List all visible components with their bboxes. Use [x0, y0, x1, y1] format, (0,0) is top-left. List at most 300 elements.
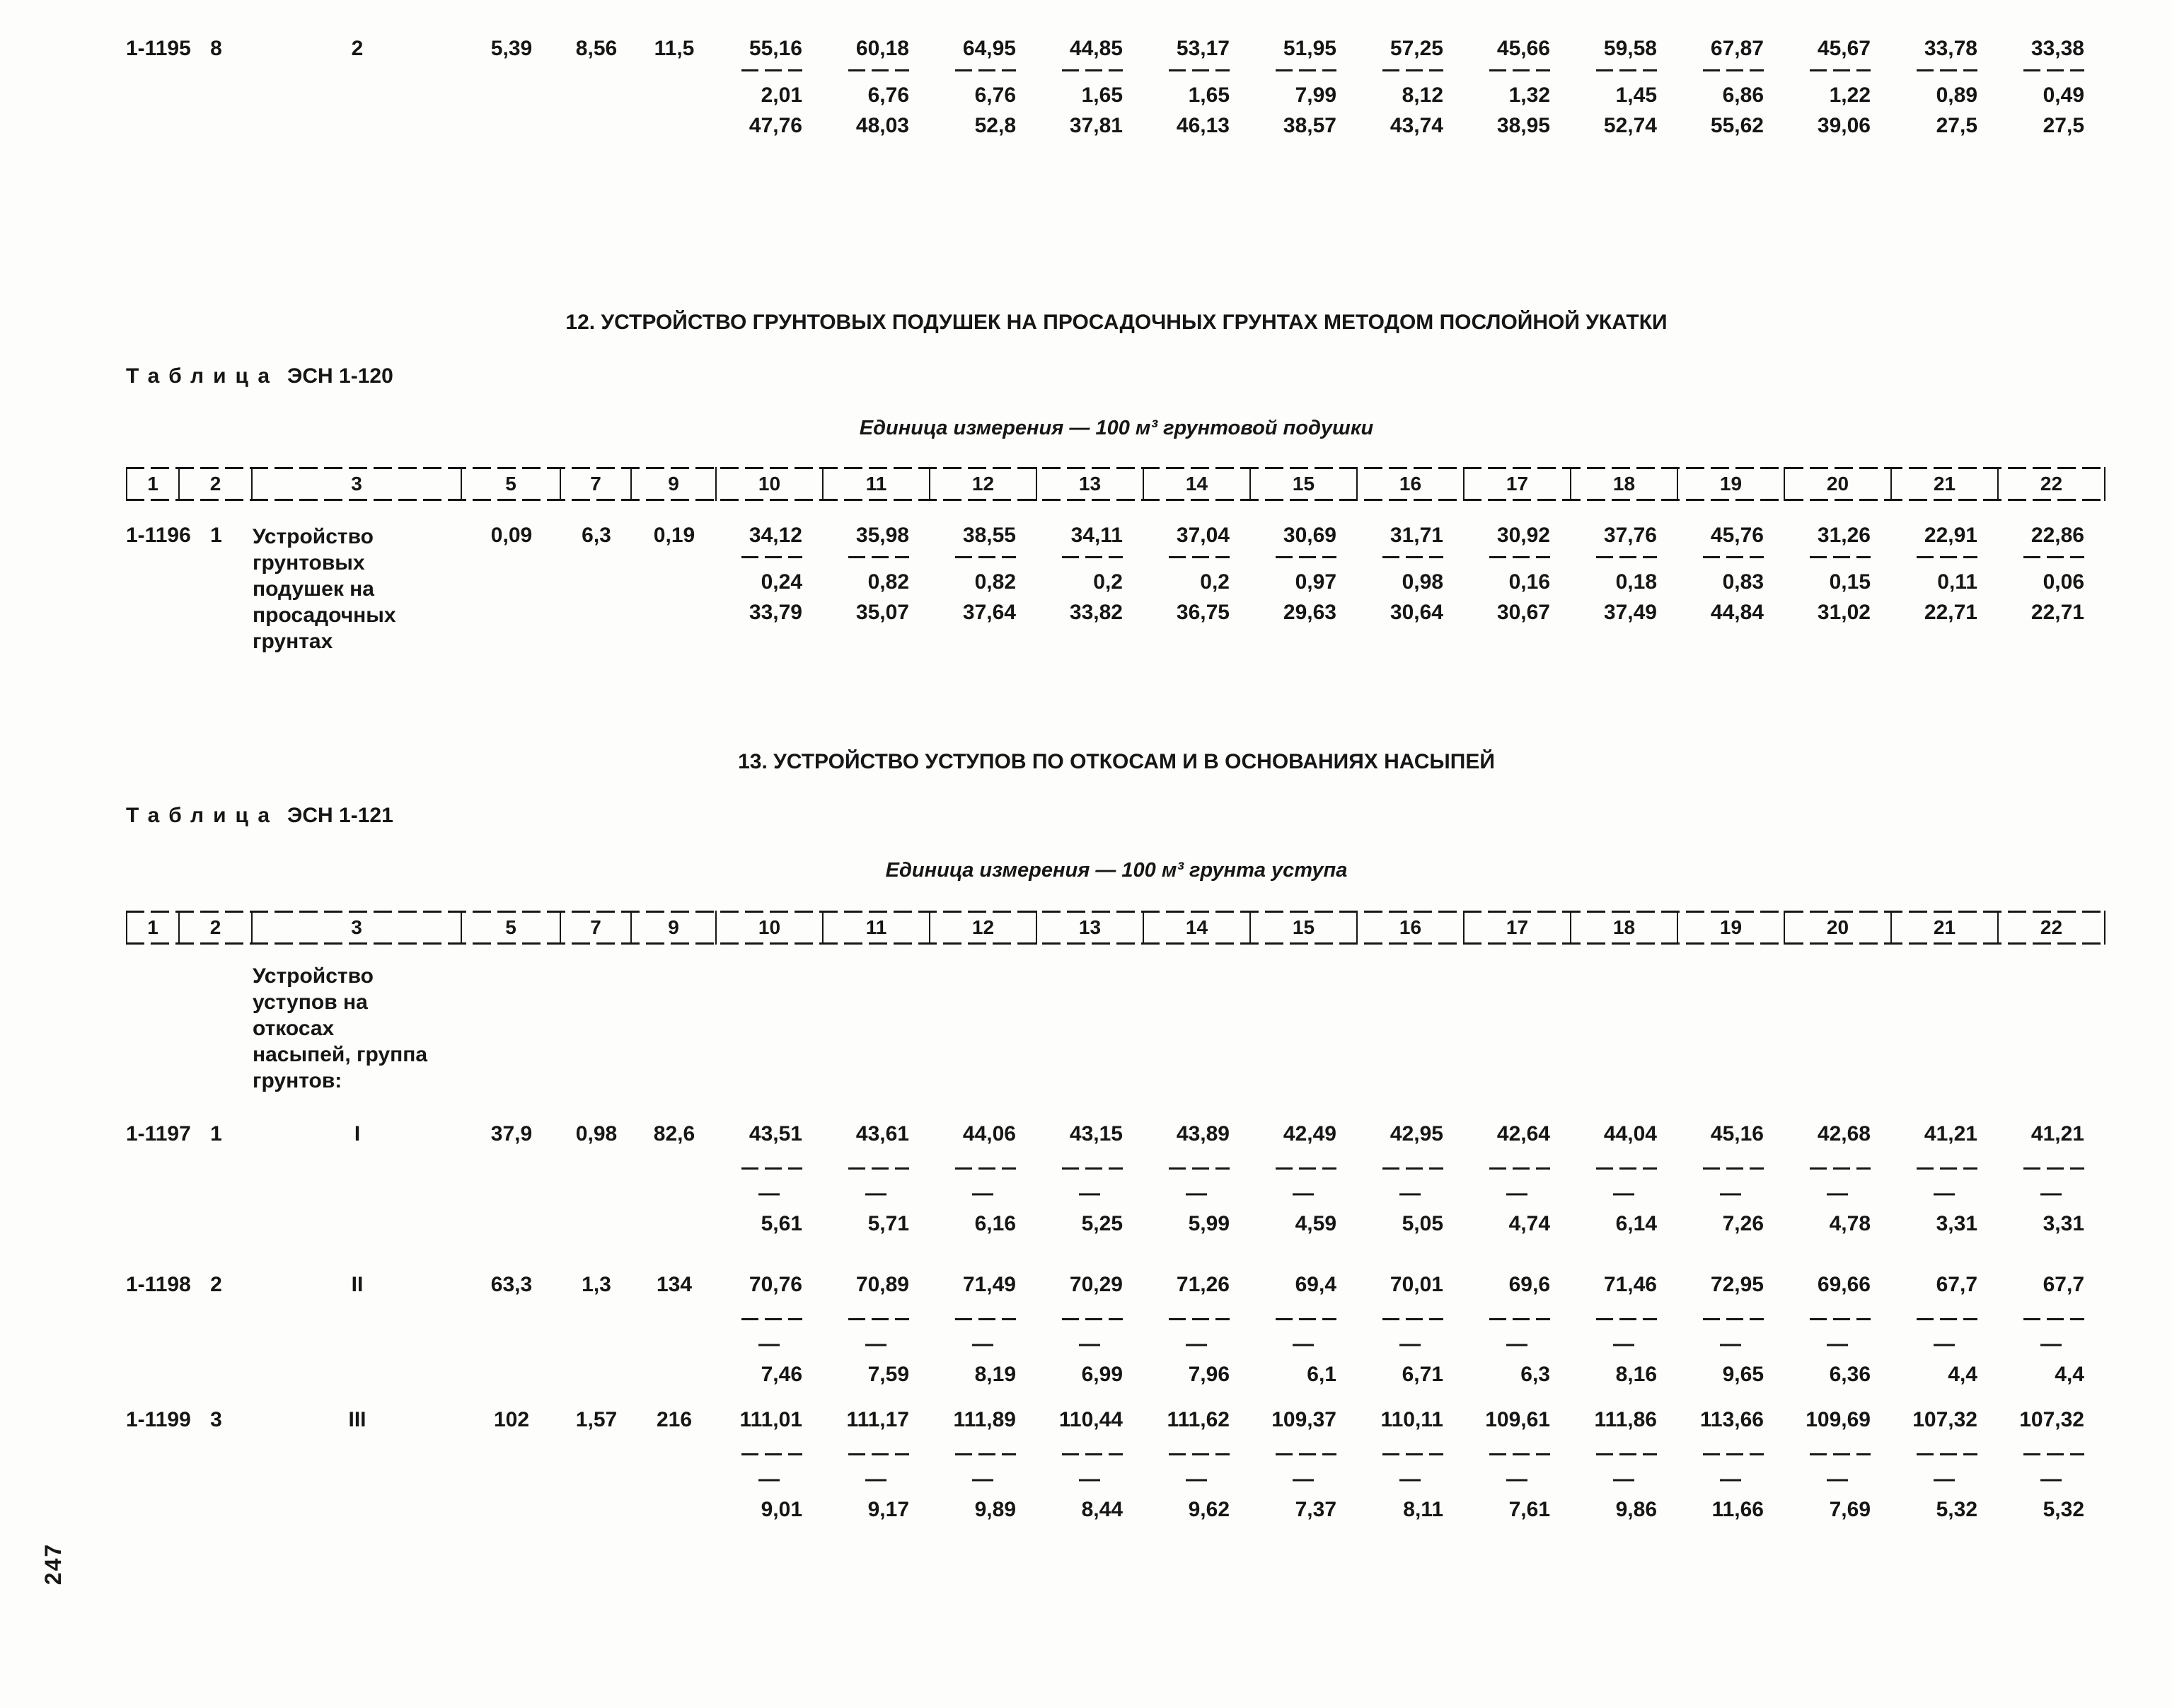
value-mid: — — [1506, 1467, 1527, 1491]
value-mid: — — [1613, 1332, 1634, 1356]
value-mid: — — [1827, 1182, 1848, 1205]
column-header: 10 — [717, 467, 824, 501]
value-fraction — [1785, 1273, 1892, 1391]
value-bottom: 8,19 — [974, 1363, 1016, 1386]
value-fraction — [1251, 37, 1358, 142]
value-mid: — — [1186, 1467, 1207, 1491]
column-header: 19 — [1678, 467, 1785, 501]
value-mid: 0,98 — [1402, 570, 1443, 594]
value-fraction — [1999, 37, 2105, 142]
fraction-line — [1489, 556, 1550, 558]
value-bottom: 9,17 — [867, 1498, 909, 1521]
value-bottom: 4,74 — [1508, 1212, 1550, 1235]
column-header: 12 — [930, 467, 1037, 501]
value-fraction — [1571, 524, 1678, 629]
value-bottom: 44,84 — [1710, 601, 1764, 624]
value-bottom: 9,86 — [1615, 1498, 1657, 1521]
value-mid: 1,22 — [1829, 83, 1871, 107]
fraction-line — [1917, 556, 1977, 558]
fraction-line — [1703, 69, 1764, 71]
fraction-line — [2023, 1167, 2084, 1170]
fraction-line — [2023, 1318, 2084, 1320]
value-top: 109,37 — [1271, 1408, 1336, 1431]
fraction-line — [2023, 1453, 2084, 1455]
value-bottom: 5,25 — [1081, 1212, 1123, 1235]
fraction-line — [1489, 1318, 1550, 1320]
column-header: 1 — [126, 911, 180, 945]
fraction-line — [1917, 1453, 1977, 1455]
value-mid: — — [1399, 1182, 1421, 1205]
value-bottom: 9,65 — [1722, 1363, 1764, 1386]
fraction-line — [1169, 1318, 1230, 1320]
value-top: 31,26 — [1817, 524, 1871, 547]
column-header: 10 — [717, 911, 824, 945]
column-header: 16 — [1358, 911, 1465, 945]
column-header: 17 — [1465, 467, 1571, 501]
table-esn-1-120-body — [0, 524, 2172, 654]
value-mid: — — [1934, 1332, 1955, 1356]
fraction-line — [1917, 1318, 1977, 1320]
fraction-line — [1596, 1453, 1657, 1455]
value-fraction — [1037, 1122, 1144, 1240]
row-code: 1-1195 — [126, 37, 191, 60]
section-13-heading: 13. УСТРОЙСТВО УСТУПОВ ПО ОТКОСАМ И В ОСНОВАНИЯХ НАСЫПЕЙ — [738, 750, 1495, 773]
value-mid: — — [972, 1467, 993, 1491]
value-fraction — [1144, 37, 1251, 142]
value-bottom: 4,4 — [1948, 1363, 1977, 1386]
value-mid: 1,45 — [1615, 83, 1657, 107]
fraction-line — [1382, 1318, 1443, 1320]
fraction-line — [1276, 1318, 1336, 1320]
column-header: 21 — [1892, 911, 1999, 945]
fraction-line — [848, 1167, 909, 1170]
fraction-line — [955, 1318, 1016, 1320]
value-mid: 0,2 — [1093, 570, 1123, 594]
value-top: 70,76 — [749, 1273, 802, 1296]
value-bottom: 6,3 — [1520, 1363, 1550, 1386]
value-top: 59,58 — [1603, 37, 1657, 60]
table-label-id: ЭСН 1-120 — [287, 364, 393, 388]
fraction-line — [955, 1453, 1016, 1455]
column-header: 11 — [824, 467, 930, 501]
value-fraction — [1999, 524, 2105, 629]
value-bottom: 6,1 — [1307, 1363, 1336, 1386]
value-mid: 0,24 — [761, 570, 802, 594]
value-mid: 1,65 — [1188, 83, 1230, 107]
fraction-line — [741, 1167, 802, 1170]
row-item-number: 2 — [210, 1273, 222, 1296]
value-top: 44,85 — [1069, 37, 1123, 60]
value-fraction — [1251, 1122, 1358, 1240]
value-fraction — [1037, 1273, 1144, 1391]
value-bottom: 27,5 — [1936, 114, 1977, 137]
value-top: 53,17 — [1176, 37, 1230, 60]
value-fraction — [1678, 1408, 1785, 1526]
value-top: 110,44 — [1058, 1408, 1123, 1431]
row-description: I — [354, 1122, 361, 1146]
value-top: 43,15 — [1069, 1122, 1123, 1146]
column-header: 22 — [1999, 467, 2105, 501]
row-code: 1-1198 — [126, 1273, 191, 1296]
value-fraction — [1892, 1122, 1999, 1240]
value-top: 45,67 — [1817, 37, 1871, 60]
fraction-line — [955, 556, 1016, 558]
value-mid: 0,15 — [1829, 570, 1871, 594]
value-fraction — [1037, 1408, 1144, 1526]
value-bottom: 9,01 — [761, 1498, 802, 1521]
row-code: 1-1199 — [126, 1408, 191, 1431]
value-mid: 0,11 — [1937, 570, 1977, 594]
fraction-line — [2023, 69, 2084, 71]
column-header: 1 — [126, 467, 180, 501]
value-top: 109,61 — [1485, 1408, 1550, 1431]
table-label-word: Таблица — [126, 804, 279, 827]
row-item-number: 1 — [210, 1122, 222, 1146]
value-fraction — [1465, 1408, 1571, 1526]
value-top: 34,12 — [749, 524, 802, 547]
value-top: 64,95 — [962, 37, 1016, 60]
value-top: 109,69 — [1806, 1408, 1871, 1431]
value-top: 44,04 — [1603, 1122, 1657, 1146]
row-col5: 63,3 — [490, 1273, 533, 1296]
value-top: 111,17 — [846, 1408, 909, 1431]
value-mid: 8,12 — [1402, 83, 1443, 107]
fraction-line — [1382, 1167, 1443, 1170]
value-fraction — [1358, 1273, 1465, 1391]
value-top: 43,89 — [1176, 1122, 1230, 1146]
value-top: 69,4 — [1295, 1273, 1336, 1296]
row-col7: 1,3 — [582, 1273, 611, 1296]
value-fraction — [930, 37, 1037, 142]
value-bottom: 4,4 — [2055, 1363, 2084, 1386]
value-top: 22,86 — [2031, 524, 2084, 547]
page-number: 247 — [40, 1542, 67, 1586]
value-top: 45,66 — [1496, 37, 1550, 60]
value-bottom: 8,11 — [1403, 1498, 1443, 1521]
row-col7: 8,56 — [575, 37, 618, 60]
value-mid: — — [1399, 1467, 1421, 1491]
value-fraction — [1999, 1122, 2105, 1240]
fraction-line — [1169, 1453, 1230, 1455]
value-mid: — — [1293, 1332, 1314, 1356]
value-bottom: 4,78 — [1829, 1212, 1871, 1235]
value-fraction — [1144, 524, 1251, 629]
table-esn-1-121-label — [126, 804, 2172, 828]
row-col9: 11,5 — [654, 37, 695, 60]
value-bottom: 7,69 — [1829, 1498, 1871, 1521]
column-header: 7 — [561, 911, 632, 945]
fraction-line — [1382, 1453, 1443, 1455]
value-bottom: 5,32 — [1936, 1498, 1977, 1521]
value-bottom: 8,44 — [1081, 1498, 1123, 1521]
value-bottom: 5,61 — [761, 1212, 802, 1235]
value-top: 37,04 — [1176, 524, 1230, 547]
value-top: 43,51 — [749, 1122, 802, 1146]
value-mid: 0,16 — [1508, 570, 1550, 594]
value-mid: — — [1613, 1182, 1634, 1205]
fraction-line — [848, 1318, 909, 1320]
value-bottom: 30,67 — [1496, 601, 1550, 624]
value-fraction — [824, 37, 930, 142]
value-fraction — [1571, 1408, 1678, 1526]
fraction-line — [1062, 1318, 1123, 1320]
value-mid: 0,82 — [974, 570, 1016, 594]
value-top: 42,49 — [1283, 1122, 1336, 1146]
value-bottom: 38,57 — [1283, 114, 1336, 137]
column-header: 2 — [180, 467, 253, 501]
row-item-number: 3 — [210, 1408, 222, 1431]
value-top: 67,7 — [2043, 1273, 2084, 1296]
value-mid: 7,99 — [1295, 83, 1336, 107]
value-bottom: 37,64 — [962, 601, 1016, 624]
value-fraction — [1785, 524, 1892, 629]
value-bottom: 3,31 — [2043, 1212, 2084, 1235]
column-header: 15 — [1251, 911, 1358, 945]
value-mid: 0,89 — [1936, 83, 1977, 107]
value-bottom: 6,99 — [1081, 1363, 1123, 1386]
value-fraction — [1571, 37, 1678, 142]
value-top: 71,46 — [1603, 1273, 1657, 1296]
table-row — [126, 524, 2107, 654]
fraction-line — [1596, 556, 1657, 558]
column-header: 22 — [1999, 911, 2105, 945]
fraction-line — [1169, 1167, 1230, 1170]
value-bottom: 38,95 — [1496, 114, 1550, 137]
row-col9: 134 — [656, 1273, 693, 1296]
value-top: 42,64 — [1496, 1122, 1550, 1146]
value-top: 67,87 — [1710, 37, 1764, 60]
value-mid: 0,49 — [2043, 83, 2084, 107]
column-header: 21 — [1892, 467, 1999, 501]
value-top: 37,76 — [1603, 524, 1657, 547]
fraction-line — [955, 1167, 1016, 1170]
row-col5: 37,9 — [490, 1122, 533, 1146]
row-col5: 5,39 — [490, 37, 533, 60]
fraction-line — [1169, 556, 1230, 558]
fraction-line — [1489, 1453, 1550, 1455]
value-mid: 0,18 — [1615, 570, 1657, 594]
value-mid: — — [1079, 1332, 1100, 1356]
row-col7: 1,57 — [575, 1408, 618, 1431]
value-top: 70,01 — [1390, 1273, 1443, 1296]
value-mid: 6,76 — [867, 83, 909, 107]
value-bottom: 6,71 — [1402, 1363, 1443, 1386]
value-top: 69,66 — [1817, 1273, 1871, 1296]
value-top: 41,21 — [1924, 1122, 1977, 1146]
value-top: 31,71 — [1390, 524, 1443, 547]
unit-of-measure-line-2: Единица измерения — 100 м³ грунта уступа — [885, 859, 1348, 882]
row-col9: 216 — [656, 1408, 693, 1431]
value-mid: — — [1293, 1182, 1314, 1205]
value-bottom: 6,36 — [1829, 1363, 1871, 1386]
fraction-line — [1382, 69, 1443, 71]
value-top: 33,38 — [2031, 37, 2084, 60]
value-fraction — [930, 1273, 1037, 1391]
value-fraction — [1785, 1408, 1892, 1526]
value-bottom: 46,13 — [1176, 114, 1230, 137]
value-bottom: 7,59 — [867, 1363, 909, 1386]
table-label-word: Таблица — [126, 364, 279, 388]
fraction-line — [955, 69, 1016, 71]
fraction-line — [1062, 1167, 1123, 1170]
row-item-number: 8 — [210, 37, 222, 60]
fraction-line — [848, 1453, 909, 1455]
value-fraction — [1678, 524, 1785, 629]
value-top: 70,29 — [1069, 1273, 1123, 1296]
column-header: 7 — [561, 467, 632, 501]
value-mid: — — [1613, 1467, 1634, 1491]
row-item-number: 1 — [210, 524, 222, 547]
table-esn-1-121-body — [0, 1122, 2172, 1526]
value-bottom: 5,99 — [1188, 1212, 1230, 1235]
value-mid: — — [1186, 1182, 1207, 1205]
row-col5: 102 — [493, 1408, 530, 1431]
value-bottom: 52,74 — [1603, 114, 1657, 137]
value-fraction — [1358, 524, 1465, 629]
value-mid: — — [1720, 1332, 1741, 1356]
value-bottom: 11,66 — [1711, 1498, 1764, 1521]
value-bottom: 9,62 — [1188, 1498, 1230, 1521]
value-mid: — — [1506, 1332, 1527, 1356]
value-fraction — [1465, 1122, 1571, 1240]
value-top: 69,6 — [1508, 1273, 1550, 1296]
value-top: 111,86 — [1594, 1408, 1657, 1431]
fraction-line — [1810, 1453, 1871, 1455]
fraction-line — [1276, 1453, 1336, 1455]
value-mid: — — [865, 1467, 886, 1491]
column-header: 18 — [1571, 467, 1678, 501]
value-top: 111,62 — [1167, 1408, 1230, 1431]
value-fraction — [824, 1408, 930, 1526]
value-top: 42,95 — [1390, 1122, 1443, 1146]
value-bottom: 7,26 — [1722, 1212, 1764, 1235]
column-header: 13 — [1037, 467, 1144, 501]
fraction-line — [1596, 1167, 1657, 1170]
value-mid: — — [2040, 1467, 2062, 1491]
value-bottom: 5,32 — [2043, 1498, 2084, 1521]
value-fraction — [717, 37, 824, 142]
column-header: 16 — [1358, 467, 1465, 501]
fraction-line — [1276, 69, 1336, 71]
value-top: 51,95 — [1283, 37, 1336, 60]
value-mid: — — [1720, 1182, 1741, 1205]
value-top: 107,32 — [1912, 1408, 1977, 1431]
value-bottom: 52,8 — [974, 114, 1016, 137]
value-fraction — [717, 1273, 824, 1391]
row-description: III — [348, 1408, 366, 1431]
value-fraction — [717, 524, 824, 629]
value-top: 33,78 — [1924, 37, 1977, 60]
fraction-line — [1382, 556, 1443, 558]
value-top: 43,61 — [855, 1122, 909, 1146]
value-fraction — [1251, 1273, 1358, 1391]
row-col7: 0,98 — [575, 1122, 618, 1146]
value-mid: — — [865, 1332, 886, 1356]
value-top: 22,91 — [1924, 524, 1977, 547]
value-mid: 0,82 — [867, 570, 909, 594]
value-fraction — [1892, 524, 1999, 629]
fraction-line — [741, 1318, 802, 1320]
value-mid: — — [1506, 1182, 1527, 1205]
row-col9: 82,6 — [653, 1122, 695, 1146]
value-top: 55,16 — [749, 37, 802, 60]
value-fraction — [1465, 37, 1571, 142]
value-top: 35,98 — [855, 524, 909, 547]
table-esn-1-121-work-description-row — [126, 963, 2107, 1094]
fraction-line — [1169, 69, 1230, 71]
value-mid: — — [865, 1182, 886, 1205]
value-fraction — [1144, 1273, 1251, 1391]
fraction-line — [1703, 556, 1764, 558]
value-fraction — [1678, 1273, 1785, 1391]
fraction-line — [1596, 69, 1657, 71]
value-top: 30,69 — [1283, 524, 1336, 547]
fraction-line — [1276, 556, 1336, 558]
table-row — [126, 1408, 2107, 1526]
value-fraction — [1892, 37, 1999, 142]
table-continuation-row — [126, 37, 2107, 142]
fraction-line — [848, 556, 909, 558]
value-bottom: 39,06 — [1817, 114, 1871, 137]
fraction-line — [1703, 1453, 1764, 1455]
value-mid: — — [1827, 1467, 1848, 1491]
value-bottom: 6,14 — [1615, 1212, 1657, 1235]
row-col7: 6,3 — [582, 524, 611, 547]
row-description: Устройство грунтовых подушек на просадочных грунтах — [253, 525, 396, 653]
column-header: 2 — [180, 911, 253, 945]
value-bottom: 31,02 — [1817, 601, 1871, 624]
value-bottom: 33,79 — [749, 601, 802, 624]
value-fraction — [1785, 37, 1892, 142]
value-fraction — [824, 1273, 930, 1391]
table-esn-1-120-label — [126, 364, 2172, 388]
value-bottom: 22,71 — [1924, 601, 1977, 624]
value-top: 38,55 — [962, 524, 1016, 547]
value-fraction — [930, 524, 1037, 629]
value-top: 30,92 — [1496, 524, 1550, 547]
value-mid: — — [1827, 1332, 1848, 1356]
column-header: 20 — [1785, 911, 1892, 945]
value-top: 70,89 — [855, 1273, 909, 1296]
column-header: 15 — [1251, 467, 1358, 501]
value-mid: — — [972, 1182, 993, 1205]
value-bottom: 4,59 — [1295, 1212, 1336, 1235]
value-top: 45,76 — [1710, 524, 1764, 547]
fraction-line — [1489, 1167, 1550, 1170]
value-fraction — [1251, 524, 1358, 629]
value-mid: 0,2 — [1200, 570, 1230, 594]
value-fraction — [1358, 37, 1465, 142]
value-bottom: 47,76 — [749, 114, 802, 137]
value-fraction — [1358, 1408, 1465, 1526]
value-mid: 1,32 — [1508, 83, 1550, 107]
value-bottom: 55,62 — [1710, 114, 1764, 137]
value-fraction — [1678, 1122, 1785, 1240]
value-mid: 6,76 — [974, 83, 1016, 107]
value-bottom: 5,71 — [867, 1212, 909, 1235]
column-header: 5 — [462, 467, 561, 501]
value-mid: 0,97 — [1295, 570, 1336, 594]
table-esn-1-120-header-row — [126, 467, 2107, 501]
fraction-line — [1062, 1453, 1123, 1455]
column-header: 14 — [1144, 467, 1251, 501]
row-col5: 0,09 — [490, 524, 533, 547]
value-bottom: 29,63 — [1283, 601, 1336, 624]
value-fraction — [1892, 1408, 1999, 1526]
table-esn-1-121-header-row — [126, 911, 2107, 945]
column-header: 19 — [1678, 911, 1785, 945]
fraction-line — [1917, 1167, 1977, 1170]
